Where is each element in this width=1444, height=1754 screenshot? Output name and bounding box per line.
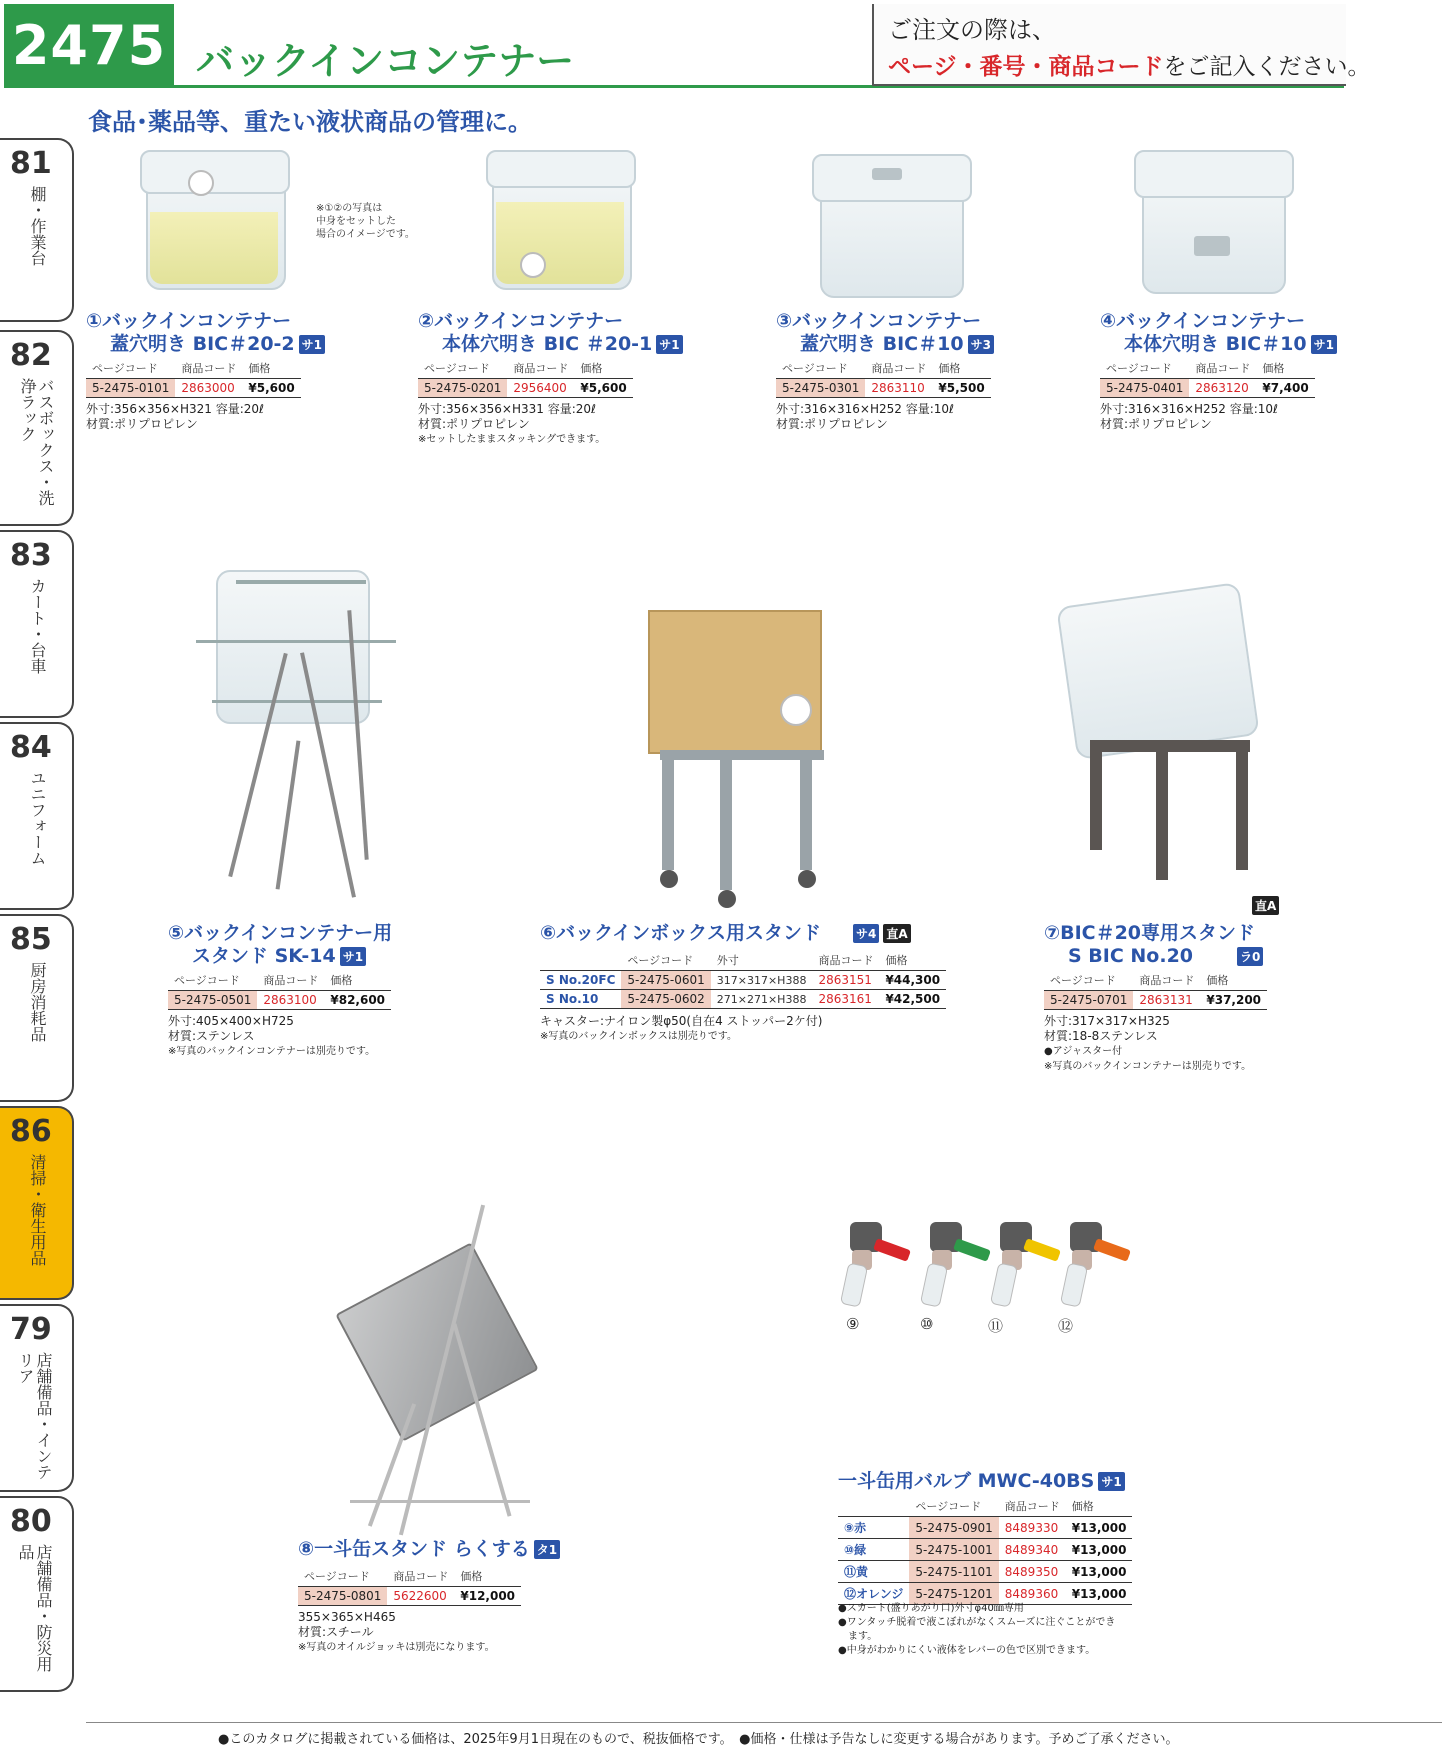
product-photo-7 xyxy=(1060,590,1260,900)
product-code: 8489330 xyxy=(999,1517,1066,1539)
spec-line: 材質:スチール xyxy=(298,1625,374,1639)
spec-line: 材質:ポリプロピレン xyxy=(418,417,530,431)
page-code: 5-2475-0901 xyxy=(909,1517,998,1539)
table-row xyxy=(838,1517,1132,1539)
page-code: 5-2475-0602 xyxy=(621,990,710,1009)
col-header: 商品コード xyxy=(387,1566,454,1587)
tab-number: 83 xyxy=(10,538,52,573)
price: ¥42,500 xyxy=(879,990,946,1009)
tab-label: 店舗備品・インテリア xyxy=(16,1352,53,1480)
table-row xyxy=(418,379,633,398)
product-photo-6 xyxy=(640,600,840,910)
product-code: 5622600 xyxy=(387,1587,454,1606)
valve-number: ⑨ xyxy=(846,1315,860,1333)
col-header: 価格 xyxy=(324,970,391,991)
spec-line: ※写真のバックインコンテナーは別売りです。 xyxy=(1044,1061,1252,1072)
table-row xyxy=(838,1561,1132,1583)
photo-note-line: 場合のイメージです。 xyxy=(316,229,415,240)
tagline: 食品･薬品等、重たい液状商品の管理に。 xyxy=(88,108,532,136)
col-header: 価格 xyxy=(1066,1496,1133,1517)
tab-label: 店舗備品・防災用品 xyxy=(16,1544,53,1672)
price: ¥5,500 xyxy=(932,379,990,398)
price: ¥5,600 xyxy=(574,379,632,398)
product-code: 2863000 xyxy=(175,379,242,398)
supplier-badge: サ1 xyxy=(299,335,325,354)
product-code: 2863110 xyxy=(865,379,932,398)
title-line: ④バックインコンテナー xyxy=(1100,310,1306,332)
product-title-1 xyxy=(86,310,325,356)
valve-price-table xyxy=(838,1496,1132,1605)
photo-note-line: ※①②の写真は xyxy=(316,203,383,214)
model-name: 本体穴明き BIC＃10 xyxy=(1124,333,1307,355)
col-header: 商品コード xyxy=(1133,970,1200,991)
price: ¥7,400 xyxy=(1256,379,1314,398)
product-code: 8489350 xyxy=(999,1561,1066,1583)
col-header: 商品コード xyxy=(507,358,574,379)
col-header: 商品コード xyxy=(1189,358,1256,379)
title-line: ③バックインコンテナー xyxy=(776,310,982,332)
page-number: 2475 xyxy=(4,4,174,86)
spec-line: ※写真のバックインコンテナーは別売りです。 xyxy=(168,1046,376,1057)
page-code: 5-2475-0501 xyxy=(168,991,257,1010)
supplier-badge: ラ0 xyxy=(1237,947,1263,966)
valve-number: ⑪ xyxy=(988,1317,1004,1335)
spec-line: ※写真のオイルジョッキは別売になります。 xyxy=(298,1642,495,1653)
spec-line: 外寸:356×356×H331 容量:20ℓ xyxy=(418,402,596,416)
variant: ⑫オレンジ xyxy=(838,1583,909,1605)
col-header: 商品コード xyxy=(999,1496,1066,1517)
col-header: 外寸 xyxy=(711,950,813,971)
page-code: 5-2475-1201 xyxy=(909,1583,998,1605)
table-row xyxy=(540,971,946,990)
tab-number: 82 xyxy=(10,338,52,373)
tab-number: 81 xyxy=(10,146,52,181)
tab-number: 79 xyxy=(10,1312,52,1347)
page-code: 5-2475-0201 xyxy=(418,379,507,398)
sidebar-tab-84[interactable] xyxy=(0,722,74,910)
col-header: ページコード xyxy=(86,358,175,379)
col-header: 価格 xyxy=(574,358,632,379)
photo-note-line: 中身をセットした xyxy=(316,216,396,227)
product-code: 2863161 xyxy=(812,990,879,1009)
supplier-badge: サ1 xyxy=(656,335,682,354)
spec-line: ●スカート(盛りあがり口)外寸φ40㎜専用 xyxy=(838,1603,1024,1614)
tab-number: 84 xyxy=(10,730,52,765)
page-title: バックインコンテナー xyxy=(196,39,575,83)
footer-note: ●このカタログに掲載されている価格は、2025年9月1日現在のもので、税抜価格です。 ●価格・仕様は予告なしに変更する場合があります。予めご了承ください。 xyxy=(218,1732,1179,1747)
sidebar-tab-82[interactable] xyxy=(0,330,74,526)
page-code: 5-2475-0801 xyxy=(298,1587,387,1606)
price-table-8 xyxy=(298,1566,521,1606)
title-line: ⑥バックインボックス用スタンド xyxy=(540,922,821,944)
product-photo-3 xyxy=(812,150,972,300)
sidebar-tab-86[interactable] xyxy=(0,1106,74,1300)
spec-line: ※セットしたままスタッキングできます。 xyxy=(418,434,606,445)
spec-line: ます。 xyxy=(838,1631,878,1642)
price-table-2 xyxy=(418,358,633,398)
variant: S No.10 xyxy=(540,990,621,1009)
spec-line: 外寸:317×317×H325 xyxy=(1044,1014,1170,1028)
valve-spec xyxy=(838,1602,1115,1658)
variant: ⑩緑 xyxy=(838,1539,909,1561)
sidebar-tab-79[interactable] xyxy=(0,1304,74,1492)
col-header: ページコード xyxy=(909,1496,998,1517)
col-header: 商品コード xyxy=(812,950,879,971)
title-line: ①バックインコンテナー xyxy=(86,310,292,332)
valve-photo-orange xyxy=(1060,1214,1140,1314)
spec-line: 材質:ポリプロピレン xyxy=(86,417,198,431)
order-note-line2 xyxy=(888,48,1371,81)
product-title-2 xyxy=(418,310,683,356)
outer-size: 271×271×H388 xyxy=(711,990,813,1009)
valve-photo-yellow xyxy=(990,1214,1070,1314)
table-row xyxy=(1100,379,1315,398)
col-header: 価格 xyxy=(454,1566,521,1587)
title-line: ⑧一斗缶スタンド らくする xyxy=(298,1538,530,1560)
product-spec-8 xyxy=(298,1610,495,1655)
product-title-5 xyxy=(168,922,392,968)
product-code: 2863100 xyxy=(257,991,324,1010)
valve-photo-red xyxy=(840,1214,920,1314)
col-header: ページコード xyxy=(621,950,710,971)
price-table-7 xyxy=(1044,970,1267,1010)
product-photo-2 xyxy=(486,142,636,292)
sidebar-tab-80[interactable] xyxy=(0,1496,74,1692)
title-line: 一斗缶用バルブ MWC-40BS xyxy=(838,1470,1095,1492)
order-note-line1: ご注文の際は、 xyxy=(888,16,1056,44)
model-name: 蓋穴明き BIC＃10 xyxy=(800,333,964,355)
variant: S No.20FC xyxy=(540,971,621,990)
supplier-badge: サ1 xyxy=(1311,335,1337,354)
col-header: 価格 xyxy=(242,358,300,379)
product-code: 8489340 xyxy=(999,1539,1066,1561)
model-name: スタンド SK-14 xyxy=(192,945,336,967)
col-header: 価格 xyxy=(1200,970,1267,991)
product-spec-2 xyxy=(418,402,605,447)
order-note-rest: をご記入ください。 xyxy=(1163,54,1371,80)
col-header: 商品コード xyxy=(257,970,324,991)
price: ¥12,000 xyxy=(454,1587,521,1606)
tab-label: 厨房消耗品 xyxy=(28,962,47,1042)
variant: ⑨赤 xyxy=(838,1517,909,1539)
spec-line: 材質:18-8ステンレス xyxy=(1044,1029,1158,1043)
col-header: ページコード xyxy=(298,1566,387,1587)
product-title-6 xyxy=(540,922,911,945)
price: ¥13,000 xyxy=(1066,1561,1133,1583)
page-code: 5-2475-0301 xyxy=(776,379,865,398)
direct-ship-badge: 直A xyxy=(1252,896,1279,915)
spec-line: 材質:ポリプロピレン xyxy=(776,417,888,431)
sidebar-tab-83[interactable] xyxy=(0,530,74,718)
product-spec-5 xyxy=(168,1014,375,1059)
price: ¥13,000 xyxy=(1066,1517,1133,1539)
table-row xyxy=(1044,991,1267,1010)
product-code: 2863151 xyxy=(812,971,879,990)
table-row xyxy=(776,379,991,398)
spec-line: 材質:ステンレス xyxy=(168,1029,255,1043)
supplier-badge: サ1 xyxy=(340,947,366,966)
supplier-badge: タ1 xyxy=(534,1540,560,1559)
spec-line: ●ワンタッチ脱着で液こぼれがなくスムーズに注ぐことができ xyxy=(838,1617,1116,1628)
price: ¥13,000 xyxy=(1066,1539,1133,1561)
tab-label: カート・台車 xyxy=(28,578,47,674)
valve-number: ⑩ xyxy=(920,1315,934,1333)
table-row xyxy=(86,379,301,398)
product-title-3 xyxy=(776,310,994,356)
page-code: 5-2475-0401 xyxy=(1100,379,1189,398)
tab-number: 86 xyxy=(10,1114,52,1149)
product-code: 2863120 xyxy=(1189,379,1256,398)
tab-label: バスボックス・洗浄ラック xyxy=(18,378,55,506)
product-spec-7 xyxy=(1044,1014,1251,1074)
spec-line: 外寸:316×316×H252 容量:10ℓ xyxy=(776,402,954,416)
product-spec-6 xyxy=(540,1014,822,1044)
spec-line: 外寸:316×316×H252 容量:10ℓ xyxy=(1100,402,1278,416)
col-header: 商品コード xyxy=(175,358,242,379)
col-header: ページコード xyxy=(1100,358,1189,379)
price-table-4 xyxy=(1100,358,1315,398)
spec-line: 材質:ポリプロピレン xyxy=(1100,417,1212,431)
page-code: 5-2475-1101 xyxy=(909,1561,998,1583)
price: ¥37,200 xyxy=(1200,991,1267,1010)
model-name: 本体穴明き BIC ＃20-1 xyxy=(442,333,653,355)
price: ¥44,300 xyxy=(879,971,946,990)
product-title-7 xyxy=(1044,922,1263,968)
valve-title xyxy=(838,1470,1125,1493)
page-code: 5-2475-0101 xyxy=(86,379,175,398)
col-header: ページコード xyxy=(1044,970,1133,991)
tab-number: 85 xyxy=(10,922,52,957)
table-row xyxy=(298,1587,521,1606)
price-table-1 xyxy=(86,358,301,398)
price-table-3 xyxy=(776,358,991,398)
valve-number: ⑫ xyxy=(1058,1317,1074,1335)
product-photo-8 xyxy=(330,1200,570,1530)
product-spec-1 xyxy=(86,402,264,432)
tab-label: 棚・作業台 xyxy=(28,186,47,266)
col-header: 価格 xyxy=(879,950,946,971)
direct-ship-badge: 直A xyxy=(883,924,910,943)
tab-label: ユニフォーム xyxy=(28,770,47,866)
spec-line: ●アジャスター付 xyxy=(1044,1046,1123,1057)
price-table-6 xyxy=(540,950,946,1009)
sidebar-tab-85[interactable] xyxy=(0,914,74,1102)
order-note-highlight: ページ・番号・商品コード xyxy=(888,54,1164,80)
order-note xyxy=(872,4,1371,86)
price: ¥82,600 xyxy=(324,991,391,1010)
model-name: S BIC No.20 xyxy=(1068,945,1194,967)
supplier-badge: サ1 xyxy=(1098,1472,1124,1491)
col-header: ページコード xyxy=(418,358,507,379)
product-title-4 xyxy=(1100,310,1337,356)
product-photo-5 xyxy=(196,550,416,910)
title-line: ②バックインコンテナー xyxy=(418,310,624,332)
col-header: 商品コード xyxy=(865,358,932,379)
page-code: 5-2475-0601 xyxy=(621,971,710,990)
tab-number: 80 xyxy=(10,1504,52,1539)
price: ¥5,600 xyxy=(242,379,300,398)
col-header: ページコード xyxy=(168,970,257,991)
valve-photo-green xyxy=(920,1214,1000,1314)
product-photo-1 xyxy=(140,142,290,292)
page-code: 5-2475-0701 xyxy=(1044,991,1133,1010)
supplier-badge: サ4 xyxy=(853,924,879,943)
col-header: ページコード xyxy=(776,358,865,379)
col-header: 価格 xyxy=(932,358,990,379)
product-spec-4 xyxy=(1100,402,1278,432)
footer-divider xyxy=(86,1722,1442,1723)
spec-line: 外寸:405×400×H725 xyxy=(168,1014,294,1028)
product-title-8 xyxy=(298,1538,560,1561)
price-table-5 xyxy=(168,970,391,1010)
title-line: ⑦BIC＃20専用スタンド xyxy=(1044,922,1256,944)
price: ¥13,000 xyxy=(1066,1583,1133,1605)
product-code: 2956400 xyxy=(507,379,574,398)
spec-line: 355×365×H465 xyxy=(298,1610,396,1624)
sidebar-tab-81[interactable] xyxy=(0,138,74,322)
tab-label: 清掃・衛生用品 xyxy=(28,1154,47,1266)
table-row xyxy=(540,990,946,1009)
variant: ⑪黄 xyxy=(838,1561,909,1583)
model-name: 蓋穴明き BIC＃20-2 xyxy=(110,333,295,355)
supplier-badge: サ3 xyxy=(968,335,994,354)
product-photo-4 xyxy=(1134,146,1294,296)
spec-line: 外寸:356×356×H321 容量:20ℓ xyxy=(86,402,264,416)
product-code: 2863131 xyxy=(1133,991,1200,1010)
table-row xyxy=(838,1539,1132,1561)
page-code: 5-2475-1001 xyxy=(909,1539,998,1561)
product-spec-3 xyxy=(776,402,954,432)
spec-line: キャスター:ナイロン製φ50(自在4 ストッパー2ケ付) xyxy=(540,1014,823,1028)
product-code: 8489360 xyxy=(999,1583,1066,1605)
table-row xyxy=(168,991,391,1010)
col-header: 価格 xyxy=(1256,358,1314,379)
title-line: ⑤バックインコンテナー用 xyxy=(168,922,393,944)
photo-note xyxy=(316,202,415,241)
outer-size: 317×317×H388 xyxy=(711,971,813,990)
spec-line: ※写真のバックインボックスは別売りです。 xyxy=(540,1031,737,1042)
spec-line: ●中身がわかりにくい液体をレバーの色で区別できます。 xyxy=(838,1645,1096,1656)
